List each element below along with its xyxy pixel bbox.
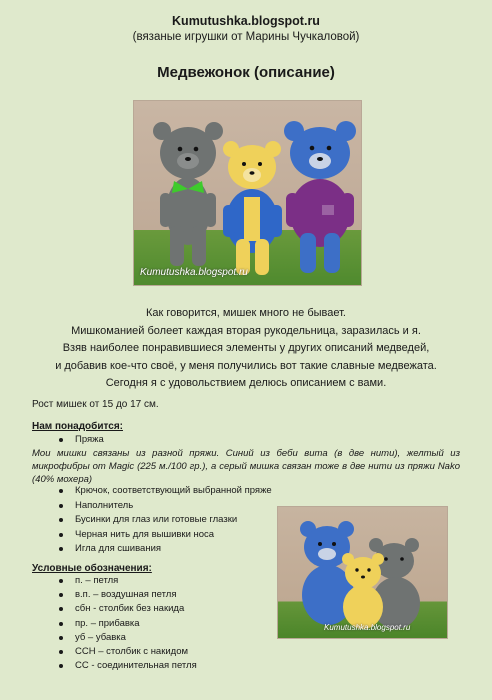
main-bears-photo (133, 100, 362, 286)
list-item: Бусинки для глаз или готовые глазки (45, 513, 272, 528)
list-item: Игла для сшивания (45, 542, 272, 557)
list-item: п. – петля (45, 574, 197, 588)
materials-list (45, 484, 272, 557)
second-photo-watermark: Kumutushka.blogspot.ru (324, 623, 411, 632)
intro-paragraph (0, 305, 492, 393)
list-item: СС - соединительная петля (45, 659, 197, 673)
bears-group-illustration (278, 507, 447, 638)
main-photo-watermark: Kumutushka.blogspot.ru (140, 267, 248, 278)
list-item: Крючок, соответствующий выбранной пряже (45, 484, 272, 499)
site-name: Kumutushka.blogspot.ru (172, 14, 320, 28)
bears-illustration (134, 101, 361, 285)
second-bears-photo (277, 506, 448, 639)
intro-line: Мишкоманией болеет каждая вторая рукодельница, заразилась и я. (71, 324, 421, 337)
yarn-description: Мои мишки связаны из разной пряжи. Синий из беби вита (в две нити), желтый из микрофибры от Magic (225 м./100 гр.), а серый мишка связан тоже в две нити из пряжи Nako (40% мохера) (32, 448, 460, 485)
intro-line: и добавив кое-что своё, у меня получились вот такие славные медвежата. (55, 359, 437, 372)
list-item: ССН – столбик с накидом (45, 645, 197, 659)
symbols-heading: Условные обозначения: (32, 563, 152, 574)
list-item: пр. – прибавка (45, 617, 197, 631)
gray-bear (153, 122, 223, 266)
list-item: Наполнитель (45, 499, 272, 514)
list-item: уб – убавка (45, 631, 197, 645)
materials-heading: Нам понадобится: (32, 421, 123, 432)
yellow-bear (223, 141, 282, 275)
list-item: сбн - столбик без накида (45, 602, 197, 616)
document-header (0, 14, 492, 43)
materials-list-first (45, 433, 104, 448)
intro-line: Взяв наиболее понравившиеся элементы у других описаний медведей, (62, 342, 430, 354)
height-note: Рост мишек от 15 до 17 см. (32, 399, 159, 410)
blue-bear (284, 121, 356, 273)
list-item: в.п. – воздушная петля (45, 588, 197, 602)
site-subtitle: (вязаные игрушки от Марины Чучкаловой) (132, 31, 360, 43)
symbols-list (45, 574, 197, 673)
intro-line: Как говорится, мишек много не бывает. (145, 307, 346, 319)
list-item: Пряжа (45, 433, 104, 448)
page-title: Медвежонок (описание) (157, 64, 335, 81)
intro-line: Сегодня я с удовольствием делюсь описанием с вами. (105, 377, 387, 389)
list-item: Черная нить для вышивки носа (45, 528, 272, 543)
